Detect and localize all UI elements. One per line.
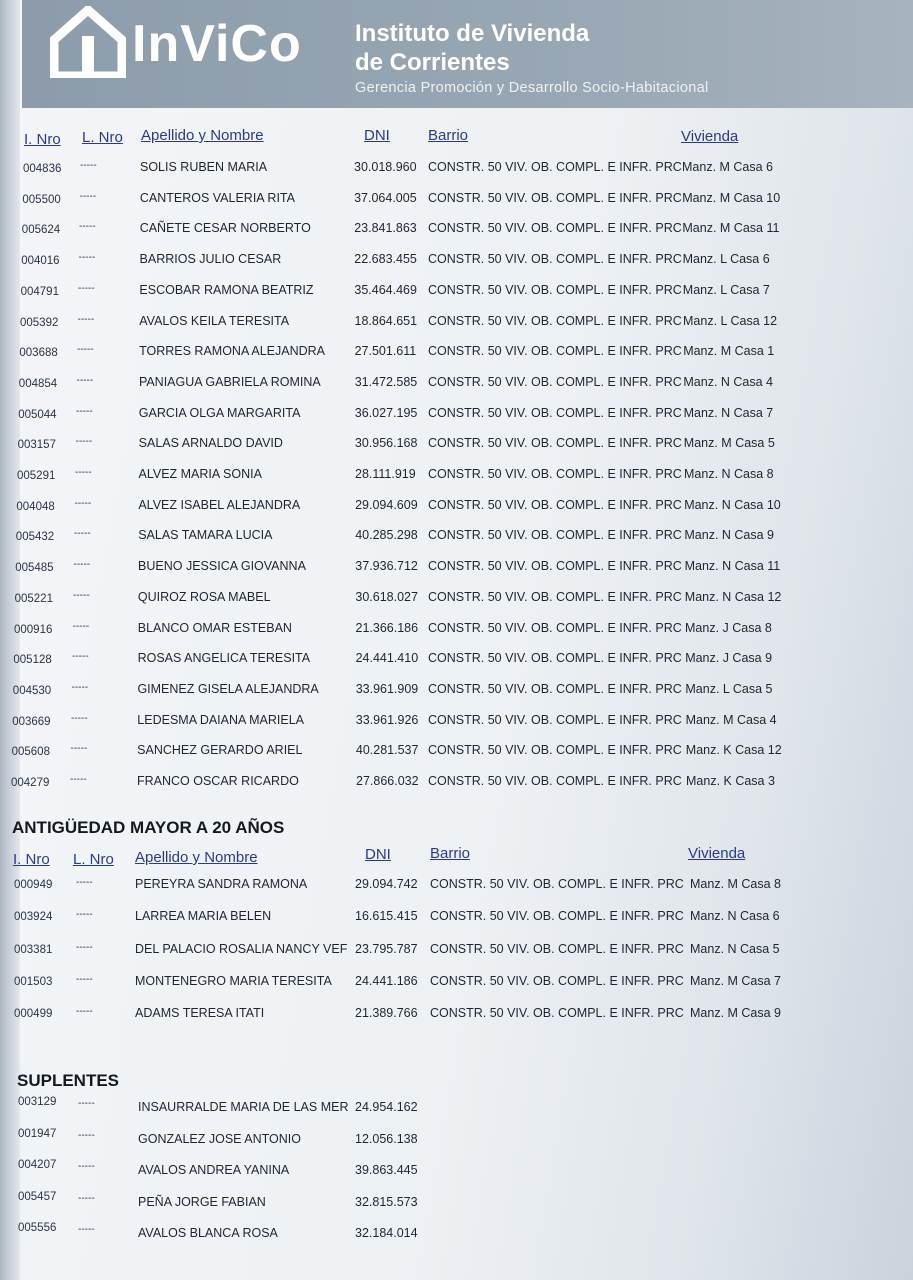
cell-barrio: CONSTR. 50 VIV. OB. COMPL. E INFR. PRC [428,252,682,267]
cell-vivienda: Manz. M Casa 8 [690,877,782,891]
table-row [0,713,913,737]
cell-vivienda: Manz. N Casa 8 [684,467,774,481]
table-row [0,651,913,675]
table-row [0,314,913,338]
cell-inro: 000499 [14,1008,53,1021]
cell-dni: 16.615.415 [355,909,418,924]
cell-name: ADAMS TERESA ITATI [135,1006,265,1021]
cell-vivienda: Manz. L Casa 7 [682,282,770,297]
cell-lnro: ----- [76,877,93,888]
cell-name: PEÑA JORGE FABIAN [138,1194,266,1209]
cell-lnro: ----- [76,973,93,985]
cell-name: BLANCO OMAR ESTEBAN [137,620,292,635]
table-row [0,743,913,767]
cell-vivienda: Manz. N Casa 9 [684,528,775,543]
cell-dni: 28.111.919 [355,467,416,481]
cell-inro: 005291 [17,470,56,482]
cell-dni: 31.472.585 [354,374,418,389]
cell-name: DEL PALACIO ROSALIA NANCY VEF [135,941,348,956]
department-name: Gerencia Promoción y Desarrollo Socio-Habitacional [355,80,709,96]
cell-inro: 003157 [17,439,56,452]
cell-inro: 000916 [14,623,53,636]
table-row [0,1224,913,1248]
cell-barrio: CONSTR. 50 VIV. OB. COMPL. E INFR. PRC [428,160,682,174]
cell-lnro: ----- [78,252,96,264]
cell-lnro: ----- [76,941,93,953]
cell-lnro: ----- [78,1192,95,1204]
cell-inro: 000949 [14,879,53,891]
cell-vivienda: Manz. M Casa 11 [682,221,780,236]
cell-dni: 27.501.611 [354,344,417,359]
col-dni-header: DNI [365,846,391,863]
cell-vivienda: Manz. M Casa 7 [690,973,782,988]
cell-vivienda: Manz. M Casa 6 [682,160,774,174]
cell-lnro: ----- [71,681,89,693]
cell-lnro: ----- [78,1098,95,1109]
cell-lnro: ----- [70,774,87,785]
cell-lnro: ----- [79,221,96,233]
cell-inro: 005457 [18,1190,57,1203]
cell-name: SALAS ARNALDO DAVID [138,436,283,451]
cell-name: FRANCO OSCAR RICARDO [137,774,299,788]
cell-inro: 004279 [11,777,50,789]
table-row [0,498,913,522]
col-vivienda-header: Vivienda [681,128,739,145]
table-row [0,1161,913,1185]
cell-inro: 004836 [23,163,62,175]
institute-name-line2: de Corrientes [355,49,510,76]
cell-barrio: CONSTR. 50 VIV. OB. COMPL. E INFR. PRC [430,909,684,924]
cell-vivienda: Manz. M Casa 10 [682,190,781,205]
cell-dni: 40.281.537 [355,743,419,758]
cell-barrio: CONSTR. 50 VIV. OB. COMPL. E INFR. PRC [428,374,682,389]
cell-name: SANCHEZ GERARDO ARIEL [137,743,303,758]
cell-lnro: ----- [80,160,97,171]
cell-vivienda: Manz. N Casa 12 [684,589,782,604]
cell-vivienda: Manz. M Casa 9 [690,1006,782,1021]
cell-inro: 005128 [13,654,52,667]
cell-barrio: CONSTR. 50 VIV. OB. COMPL. E INFR. PRC [428,528,682,543]
cell-dni: 22.683.455 [354,252,417,267]
cell-lnro: ----- [78,282,95,294]
cell-name: ROSAS ANGELICA TERESITA [137,651,311,666]
col-lnro-header: L. Nro [73,851,114,868]
cell-inro: 004791 [20,285,59,298]
cell-barrio: CONSTR. 50 VIV. OB. COMPL. E INFR. PRC [428,190,682,205]
cell-name: GIMENEZ GISELA ALEJANDRA [137,681,319,696]
cell-lnro: ----- [76,1006,93,1018]
cell-barrio: CONSTR. 50 VIV. OB. COMPL. E INFR. PRC [428,282,682,297]
cell-inro: 005432 [15,531,55,544]
cell-name: AVALOS KEILA TERESITA [139,313,290,328]
cell-barrio: CONSTR. 50 VIV. OB. COMPL. E INFR. PRC [428,497,682,512]
cell-name: GARCIA OLGA MARGARITA [138,405,301,420]
cell-lnro: ----- [77,344,94,356]
table-row [0,344,913,368]
cell-lnro: ----- [78,1224,95,1235]
cell-name: LEDESMA DAIANA MARIELA [137,712,305,727]
cell-vivienda: Manz. N Casa 4 [683,374,774,389]
cell-dni: 37.936.712 [355,559,418,574]
table-row [0,406,913,430]
cell-barrio: CONSTR. 50 VIV. OB. COMPL. E INFR. PRC [428,344,682,359]
cell-lnro: ----- [76,374,94,386]
cell-dni: 29.094.742 [355,877,418,891]
cell-barrio: CONSTR. 50 VIV. OB. COMPL. E INFR. PRC [430,877,684,891]
cell-barrio: CONSTR. 50 VIV. OB. COMPL. E INFR. PRC [428,405,682,420]
cell-name: CANTEROS VALERIA RITA [139,190,295,205]
table-row [0,221,913,245]
cell-inro: 001503 [14,975,53,988]
cell-vivienda: Manz. N Casa 10 [684,497,781,512]
cell-inro: 005044 [18,408,57,421]
cell-name: INSAURRALDE MARIA DE LAS MER [138,1100,349,1114]
cell-inro: 003381 [14,943,53,956]
cell-name: ALVEZ ISABEL ALEJANDRA [138,497,301,512]
cell-inro: 004854 [18,377,58,390]
section-title-suplentes: SUPLENTES [17,1071,120,1090]
cell-inro: 003688 [19,347,58,360]
col-barrio-header: Barrio [430,845,471,862]
cell-dni: 37.064.005 [354,190,417,205]
cell-lnro: ----- [73,559,91,571]
cell-lnro: ----- [76,909,93,921]
table-row [0,467,913,491]
cell-barrio: CONSTR. 50 VIV. OB. COMPL. E INFR. PRC [428,651,682,666]
table-row [0,590,913,614]
cell-dni: 32.815.573 [355,1194,418,1209]
col-lnro-header: L. Nro [82,129,123,146]
cell-dni: 33.961.926 [355,712,419,727]
cell-dni: 30.618.027 [355,589,418,604]
cell-lnro: ----- [74,528,91,540]
table-row [0,160,913,184]
cell-barrio: CONSTR. 50 VIV. OB. COMPL. E INFR. PRC [428,774,682,788]
cell-lnro: ----- [75,436,93,448]
cell-dni: 18.864.651 [354,313,418,328]
cell-dni: 30.018.960 [354,160,417,174]
table-row [0,774,913,798]
cell-vivienda: Manz. L Casa 12 [683,313,778,328]
cell-barrio: CONSTR. 50 VIV. OB. COMPL. E INFR. PRC [428,743,682,758]
cell-name: ALVEZ MARIA SONIA [138,467,262,481]
cell-inro: 005392 [20,316,59,329]
col-inro-header: I. Nro [13,851,50,868]
table-row [0,436,913,460]
document-header [22,0,913,108]
cell-vivienda: Manz. N Casa 11 [684,559,781,574]
cell-name: TORRES RAMONA ALEJANDRA [139,344,326,359]
cell-inro: 005221 [14,592,53,605]
cell-dni: 29.094.609 [355,497,418,512]
table-row [0,909,913,933]
col-name-header: Apellido y Nombre [135,849,258,866]
cell-barrio: CONSTR. 50 VIV. OB. COMPL. E INFR. PRC [428,589,682,604]
cell-inro: 003924 [14,911,53,924]
col-inro-header: I. Nro [24,131,61,148]
cell-vivienda: Manz. M Casa 4 [685,712,777,727]
cell-lnro: ----- [75,467,92,478]
cell-barrio: CONSTR. 50 VIV. OB. COMPL. E INFR. PRC [428,559,682,574]
cell-dni: 23.795.787 [355,941,418,956]
cell-lnro: ----- [74,497,92,509]
cell-dni: 21.389.766 [355,1006,418,1021]
table-row [0,191,913,215]
cell-lnro: ----- [78,1129,95,1141]
table-row [0,1127,913,1154]
cell-barrio: CONSTR. 50 VIV. OB. COMPL. E INFR. PRC [430,941,684,956]
cell-dni: 39.863.445 [355,1163,418,1177]
cell-dni: 27.866.032 [356,774,419,788]
cell-inro: 001947 [18,1127,57,1140]
cell-lnro: ----- [72,620,90,632]
cell-dni: 33.961.909 [355,681,419,696]
cell-barrio: CONSTR. 50 VIV. OB. COMPL. E INFR. PRC [428,313,682,328]
cell-lnro: ----- [70,743,88,755]
cell-inro: 005608 [11,746,50,759]
cell-barrio: CONSTR. 50 VIV. OB. COMPL. E INFR. PRC [428,436,682,451]
cell-barrio: CONSTR. 50 VIV. OB. COMPL. E INFR. PRC [428,620,682,635]
table-row [0,621,913,645]
col-name-header: Apellido y Nombre [141,127,264,144]
cell-name: BUENO JESSICA GIOVANNA [138,559,306,574]
cell-inro: 005556 [18,1222,57,1234]
cell-name: LARREA MARIA BELEN [135,909,272,924]
cell-name: ESCOBAR RAMONA BEATRIZ [139,282,314,297]
table-row [0,974,913,998]
table-row [0,559,913,583]
cell-dni: 24.954.162 [355,1100,418,1114]
cell-vivienda: Manz. K Casa 12 [685,743,782,758]
institute-name-line1: Instituto de Vivienda [355,20,590,47]
cell-vivienda: Manz. J Casa 8 [685,620,772,635]
cell-inro: 005500 [22,193,61,206]
table-row [0,375,913,399]
cell-name: PANIAGUA GABRIELA ROMINA [138,374,321,389]
cell-dni: 32.184.014 [355,1226,418,1240]
cell-inro: 004207 [18,1159,57,1171]
cell-dni: 23.841.863 [354,221,417,236]
cell-inro: 005485 [15,562,54,575]
cell-vivienda: Manz. M Casa 1 [683,344,775,359]
cell-inro: 003669 [12,715,51,728]
table-row [0,942,913,966]
table-row [0,877,913,901]
cell-inro: 004048 [16,500,55,513]
table-row [0,252,913,276]
house-logo-icon [50,6,126,78]
cell-name: AVALOS BLANCA ROSA [138,1226,278,1240]
col-vivienda-header: Vivienda [688,845,746,862]
cell-dni: 36.027.195 [354,405,418,420]
cell-lnro: ----- [72,651,89,663]
table-row [0,682,913,706]
cell-lnro: ----- [79,190,97,202]
cell-name: PEREYRA SANDRA RAMONA [135,877,308,891]
cell-inro: 005624 [21,224,61,237]
cell-name: AVALOS ANDREA YANINA [138,1163,290,1177]
cell-name: BARRIOS JULIO CESAR [139,252,282,267]
cell-barrio: CONSTR. 50 VIV. OB. COMPL. E INFR. PRC [428,712,682,727]
cell-dni: 21.366.186 [355,620,419,635]
cell-dni: 30.956.168 [354,436,418,451]
cell-lnro: ----- [77,313,95,325]
cell-name: SALAS TAMARA LUCIA [138,528,273,543]
cell-barrio: CONSTR. 50 VIV. OB. COMPL. E INFR. PRC [430,1006,684,1021]
cell-dni: 12.056.138 [355,1131,418,1146]
cell-inro: 003129 [18,1096,57,1108]
cell-barrio: CONSTR. 50 VIV. OB. COMPL. E INFR. PRC [430,973,684,988]
cell-lnro: ----- [76,405,93,417]
table-row [0,1190,913,1217]
cell-inro: 004016 [21,255,60,268]
cell-barrio: CONSTR. 50 VIV. OB. COMPL. E INFR. PRC [428,467,682,481]
cell-dni: 24.441.410 [355,651,419,666]
cell-vivienda: Manz. K Casa 3 [686,774,775,788]
cell-vivienda: Manz. M Casa 5 [683,436,775,451]
cell-name: GONZALEZ JOSE ANTONIO [138,1131,301,1146]
table-row [0,528,913,552]
logo-text: InViCo [132,15,302,73]
section-title-antiguedad: ANTIGÜEDAD MAYOR A 20 AÑOS [12,818,285,837]
cell-vivienda: Manz. L Casa 5 [685,681,773,696]
cell-barrio: CONSTR. 50 VIV. OB. COMPL. E INFR. PRC [428,221,682,236]
cell-vivienda: Manz. N Casa 5 [690,941,780,956]
cell-inro: 004530 [12,684,52,697]
cell-name: SOLIS RUBEN MARIA [140,160,268,174]
table-row [0,1006,913,1030]
cell-vivienda: Manz. L Casa 6 [682,252,770,267]
cell-dni: 35.464.469 [354,282,417,297]
cell-lnro: ----- [78,1161,95,1172]
cell-vivienda: Manz. N Casa 7 [683,405,774,420]
cell-lnro: ----- [71,712,88,724]
cell-lnro: ----- [73,589,90,601]
table-row [0,1098,913,1122]
cell-dni: 40.285.298 [355,528,418,543]
cell-vivienda: Manz. N Casa 6 [690,909,780,924]
table-row [0,283,913,307]
col-barrio-header: Barrio [428,127,469,144]
col-dni-header: DNI [364,127,390,144]
cell-vivienda: Manz. J Casa 9 [685,651,773,666]
cell-name: MONTENEGRO MARIA TERESITA [135,973,332,988]
cell-dni: 24.441.186 [355,973,418,988]
cell-barrio: CONSTR. 50 VIV. OB. COMPL. E INFR. PRC [428,681,682,696]
cell-name: QUIROZ ROSA MABEL [137,589,271,604]
cell-name: CAÑETE CESAR NORBERTO [139,221,311,236]
